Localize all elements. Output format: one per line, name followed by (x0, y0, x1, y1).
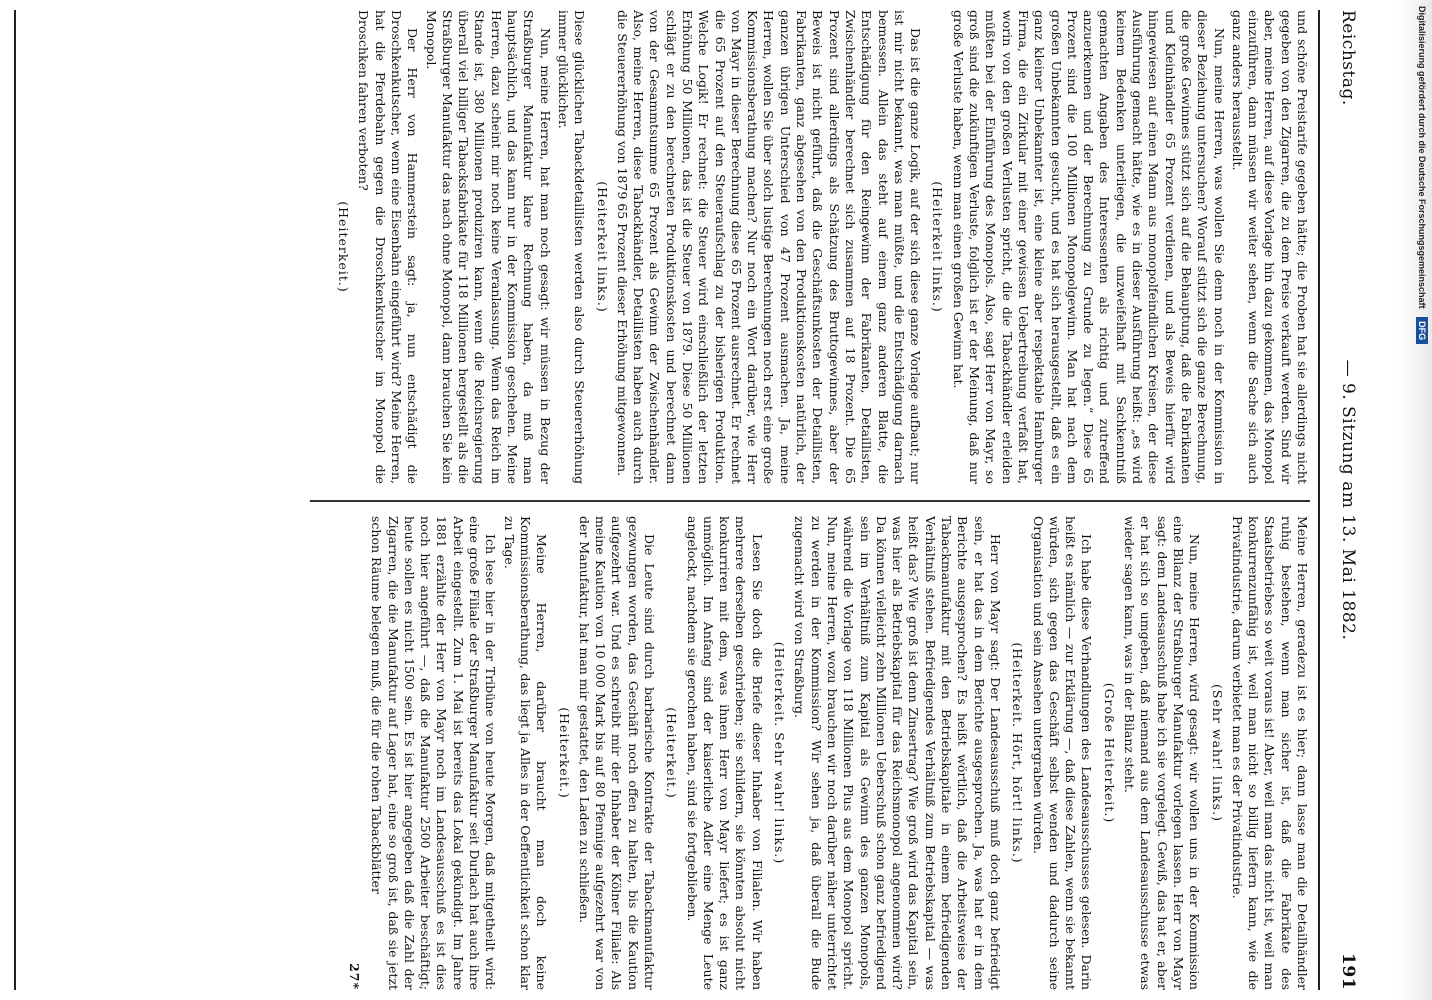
interjection: (Heiterkeit. Hört, hört! links.) (1010, 642, 1026, 864)
paragraph: Nun, meine Herren, hat man noch gesagt: wir müssen in Bezug der Straßburger Manufaktur klare Rechnung haben, da muß man hauptsächlich, und das kann nur in der Kommission geschehen. Meine Herren, dazu scheint mir noch keine Veranlassung. Wenn das Reich im Stande ist, 380 Millionen produziren kann, wenn die Reichsregierung überall viel billiger Tabacksfabrikate für 118 Millionen hergestellt als die Straßburger Manufaktur das nach ohne Monopol, dann brauchen Sie kein Monopol. (423, 10, 553, 484)
interjection: (Heiterkeit.) (336, 201, 352, 293)
interjection: (Heiterkeit links.) (930, 181, 946, 313)
paragraph: Nun, meine Herren, was wollen Sie denn noch in der Kommission in dieser Beziehung untersuchen? Worauf stützt sich die ganze Berechnung, die große Gewinnes stützt sich auf die Behauptung, daß die Fabrikanten und Kleinhändler 65 Prozent verdienen, und als Beweis hierfür wird hingewiesen auf einen Mann aus monopolfeindlichen Kreisen, der diese Ausführung gemacht hätte, wie es in dieser Ausführung heißt: „es wird keinem Bedenken unterliegen, die unzweifelhaft mit Sachkenntniß gemachten Angaben des Interessenten als richtig und zutreffend anzuerkennen und der Berechnung zu Grunde zu legen.“ Diese 65 Prozent sind die 100 Millionen Monopolgewinn. Man hat nach dem großen Unbekannten gesucht, und es hat sich herausgestellt, daß es ein ganz kleiner Unbekannter ist, eine kleine aber respektable Hamburger Firma, die ein Zirkular mit einer gewissen Uebertreibung verfaßt hat, worin von den großen Verlusten spricht, die die Tabackhändler erleiden müßten bei der Einführung des Monopols. Also, sagt Herr von Mayr, so groß sind die zukünftigen Verluste, folglich ist er der Meinung, daß nur große Verluste haben, wenn man einen großen Gewinn hat. (950, 10, 1227, 484)
interjection: (Sehr wahr! links.) (1209, 684, 1225, 822)
paragraph: Ich lese hier in der Tribüne von heute Morgen, daß mitgetheilt wird: eine große Filiale der Straßburger Manufaktur seit Durlach hat auch ihre Arbeit eingestellt. Zum 1. Mai ist bereits das Lokal gekündigt. Im Jahre 1881 erzählte der Herr von Mayr noch im Landesausschuß es ist dies noch hier angeführt —, daß die Manufaktur 2500 Arbeiter beschäftigt; heute sollen es nicht 1500 sein. Es ist hier angegeben daß die Zahl der Zigarren, die die Manufaktur auf Lager hat, eine so groß ist, daß sie jetzt schon Räume belegen muß, die für die rohen Tabackblätter (369, 516, 499, 990)
digitization-credit (1412, 6, 1430, 986)
interjection: (Heiterkeit.) (664, 707, 680, 799)
credit-text: Digitalisierung gefördert durch die Deutsche Forschungsgemeinschaft (1417, 6, 1427, 309)
header-left: Reichstag. (1338, 10, 1358, 106)
interjection: (Heiterkeit. Sehr wahr! links.) (772, 641, 788, 865)
page-edge-line (14, 10, 16, 990)
interjection: (Heiterkeit links.) (594, 181, 610, 313)
paragraph: Meine Herren, darüber braucht man doch keine Kommissionsberathung, das liegt ja Alles in der Oeffentlichkeit schon klar zu Tage. (501, 516, 550, 990)
paragraph: und schöne Preistarife gegeben hätte; die Proben hat sie allerdings nicht gegeben von den Zigarren, die zu dem Preise verkauft werden. Sind wir aber, meine Herren, auf diese Vorlage hin dazu gekommen, das Monopol einzuführen, dann müssen wir weiter sehen, wenn die Sache sich auch ganz anders herausstellt. (1229, 10, 1310, 484)
page-number: 191 (1338, 953, 1358, 990)
right-column (40, 516, 1310, 990)
paragraph: Herr von Mayr sagt: Der Landesausschuß muß doch ganz befriedigt sein, er hat das in dem Berichte ausgesprochen. Ja, was hat er in dem Berichte ausgesprochen? Es heißt wörtlich, daß die Arbeitsweise der Tabackmanufaktur mit den Betriebskapitale in einem befriedigenden Verhältniß stehen. Befriedigendes Verhältniß zum Betriebskapital — was heißt das? Wie groß ist denn Zinsertrag? Wie groß wird das Kapital sein, was hier als Betriebskapital für das Reichsmonopol angenommen wird? Da können vielleicht zehn Millionen Ueberschuß schon ganz befriedigend sein im Verhältniß zum Kapital als Gewinn des ganzen Monopols, während die Vorlage von 118 Millionen Plus aus dem Monopol spricht. Nun, meine Herren, wozu brauchen wir noch darüber näher unterrichtet zu werden in der Kommission? Wir sehen ja, daß überall die Bude zugemacht wird von Straßburg. (792, 516, 1003, 990)
paragraph: Diese glücklichen Tabackdetaillisten werden also durch Steuererhöhung immer glücklicher. (555, 10, 588, 484)
interjection: (Große Heiterkeit.) (1101, 682, 1117, 824)
paragraph: Meine Herren, geradezu ist es hier; dann lasse man die Detailhändler ruhig bestehen, wenn man sicher ist, daß die Fabrikate des Staatsbetriebes so weit voraus ist! Aber, weil man das nicht ist, weil man konkurrenzunfähig ist, weil man nicht so billig liefern kann, wie die Privatindustrie, darum verbietet man es der Privatindustrie. (1229, 516, 1310, 990)
rotated-text-block (24, 10, 1376, 990)
paragraph: Der Herr von Hammerstein sagt: ja, nun entschädigt die Droschkenkutscher, wenn eine Eisenbahn eingeführt wird? Meine Herren, hat die Pferdebahn gegen die Droschkenkutscher im Monopol die Droschken fahren verboten? (356, 10, 421, 484)
column-divider (310, 500, 1310, 502)
header-center: — 9. Sitzung am 13. Mai 1882. (1338, 359, 1358, 641)
header-rule (1318, 10, 1320, 990)
paragraph: Die Leute sind durch barbarische Kontrakte der Tabackmanufaktur gezwungen worden, das Geschäft noch offen zu halten, bis die Kaution aufgezehrt war. Und es schreibt mir der Inhaber der Kölner Filiale: Als meine Kaution von 10 000 Mark bis auf 80 Pfennige aufgezehrt war von der Manufaktur, hat man mir gestattet, den Laden zu schließen. (576, 516, 658, 990)
paragraph: Ich habe diese Verhandlungen des Landesausschusses gelesen. Darin heißt es nämlich — zur Erklärung —, daß diese Zahlen, wenn sie bekannt würden, sich gegen das Geschäft selbst wenden und dadurch seine Organisation und sein Ansehen untergraben würden. (1030, 516, 1095, 990)
interjection: (Heiterkeit.) (556, 707, 572, 799)
dfg-logo: DFG (1416, 317, 1428, 344)
running-head (1320, 10, 1376, 990)
signature-mark: 27* (346, 963, 362, 990)
paragraph: Nun, meine Herren, wird gesagt: wir wollen uns in der Kommission eine Bilanz der Straßburger Manufaktur vorlegen lassen. Herr von Mayr sagt: dem Landesausschuß habe ich sie vorgelegt. Gewiß, das hat er, aber er hat sich so umgeben, daß niemand aus dem Landesausschusse etwas wieder sagen kann, was in der Bilanz steht. (1122, 516, 1203, 990)
paragraph: Das ist die ganze Logik, auf der sich diese ganze Vorlage aufbaut; nur ist mir nicht bekannt, was man müßte, und die Entschädigung darnach bemessen. Allein das steht auf einem ganz anderen Blatte, die Entschädigung für den Reingewinn der Fabrikanten, Detaillisten, Zwischenhändler berechnet sich zusammen auf 18 Prozent. Die 65 Prozent sind allerdings als Schätzung des Bruttogewinnes, aber der Beweis ist nicht geführt, daß die Geschäftsunkosten der Detaillisten, Fabrikanten, ganz abgesehen von den Produktionskosten natürlich, der ganzen übrigen Unterschied von 47 Prozent ausmachen. Ja, meine Herren, wollen Sie über solch lustige Berechnungen noch erst eine große Kommissionsberathung machen? Nur noch ein Wort darüber, wie Herr von Mayr in dieser Berechnung diese 65 Prozent ausrechnet. Er rechnet die 65 Prozent auf den Steueraufschlag zu der bisherigen Produktion. Welche Logik! Er rechnet: die Steuer wird einschließlich der letzten Erhöhung 50 Millionen, das ist die Steuer von 1879. Diese 50 Millionen schlägt er zu den berechneten Produktionskosten und berechnet dann von der Gesammtsumme 65 Prozent als Gewinn der Zwischenhändler. Also, meine Herren, diese Tabackhändler, Detaillisten haben auch durch die Steuererhöhung von 1879 65 Prozent dieser Erhöhung mitgewonnen. (614, 10, 924, 484)
paragraph: Lesen Sie doch die Briefe dieser Inhaber von Filialen. Wir haben mehrere derselben geschrieben; sie schildern, sie könnten absolut nicht konkurriren mit dem, was ihnen Herr von Mayr liefert; es ist ganz unmöglich. Im Anfang sind der kaiserliche Adler eine Menge Leute angelockt, nachdem sie gerochen haben, sind sie fortgeblieben. (684, 516, 765, 990)
left-column (40, 10, 1310, 484)
